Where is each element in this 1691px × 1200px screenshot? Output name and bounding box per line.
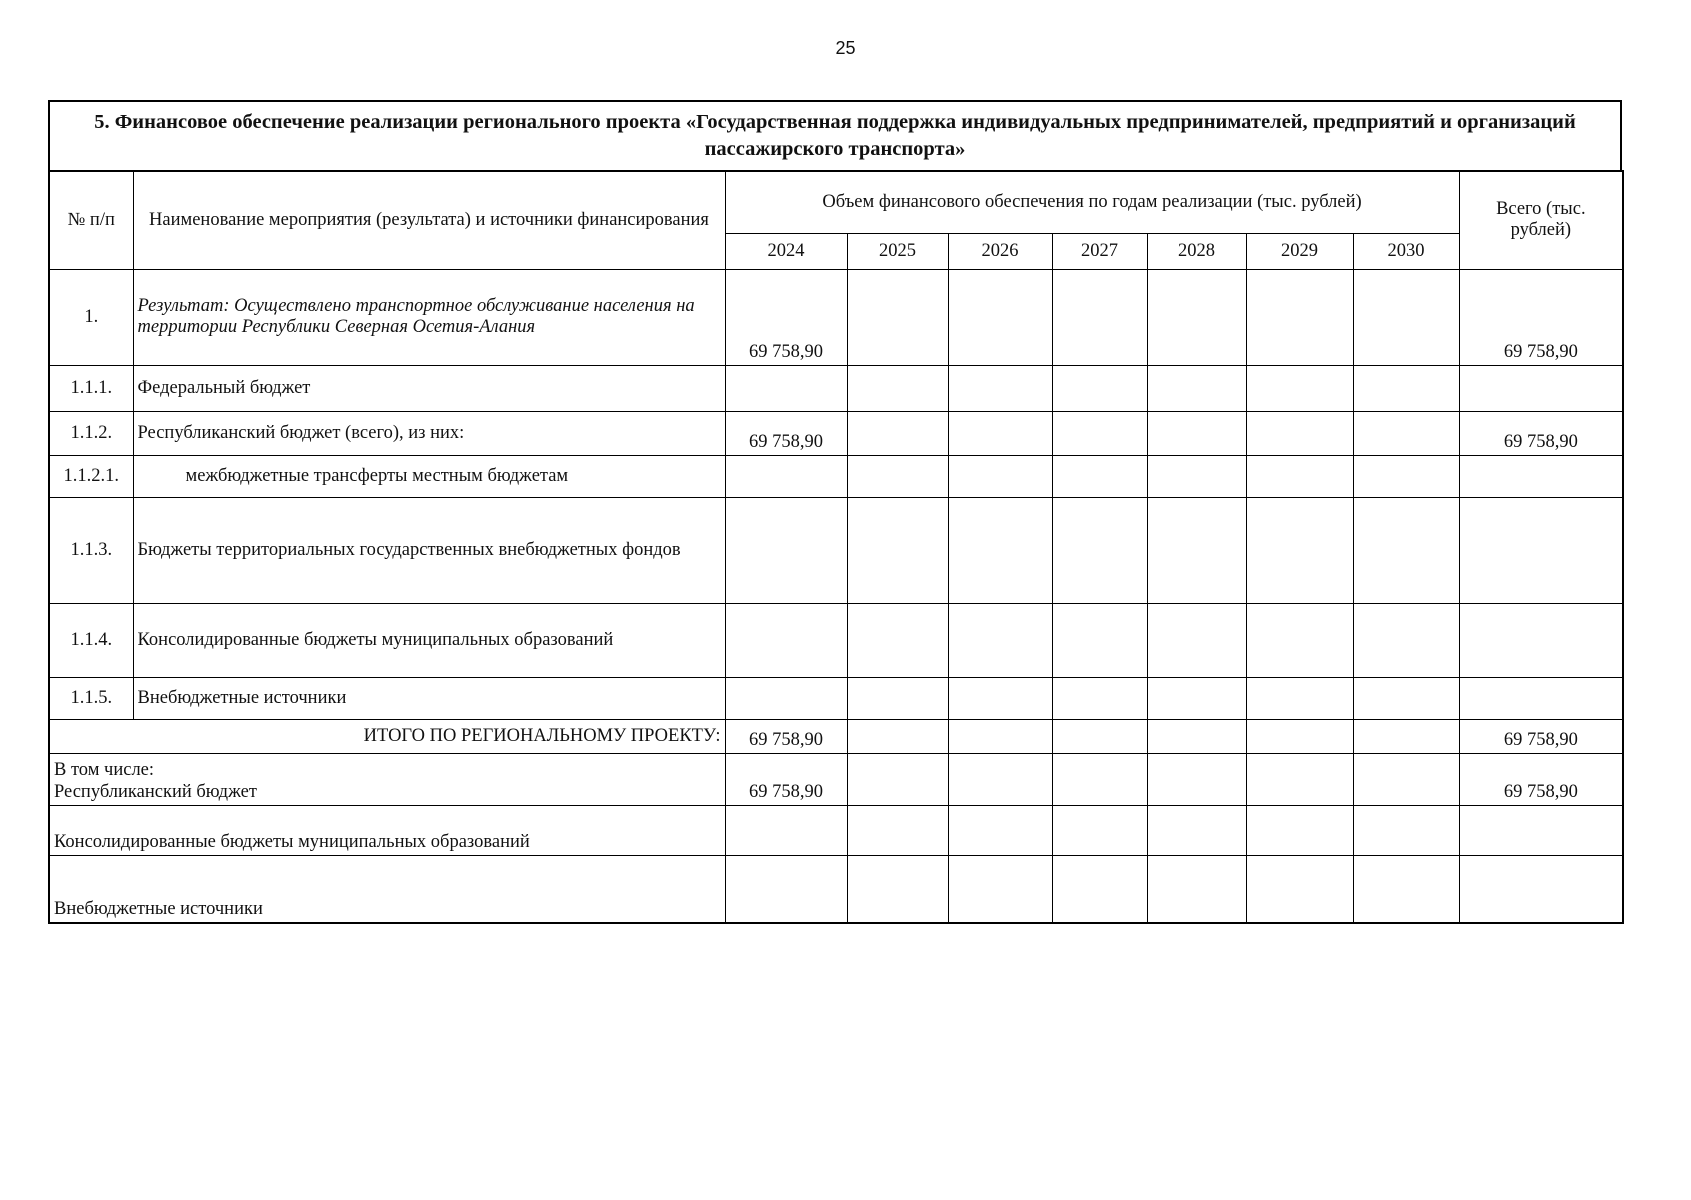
extrabudgetary-label: Внебюджетные источники	[49, 855, 725, 923]
republican-row	[49, 753, 1623, 805]
row-total: 69 758,90	[1459, 269, 1623, 365]
totals-value-2024: 69 758,90	[725, 719, 847, 753]
table-row	[49, 677, 1623, 719]
row-value-2024: 69 758,90	[725, 269, 847, 365]
row-name: Результат: Осуществлено транспортное обслуживание населения на территории Республики Северная Осетия-Алания	[133, 269, 725, 365]
year-2025: 2025	[847, 233, 948, 269]
financing-table	[48, 170, 1624, 924]
municipal-label: Консолидированные бюджеты муниципальных образований	[49, 805, 725, 855]
header-name: Наименование мероприятия (результата) и источники финансирования	[133, 171, 725, 269]
year-2027: 2027	[1052, 233, 1147, 269]
row-value-2024	[725, 497, 847, 603]
totals-row	[49, 719, 1623, 753]
row-value-2024	[725, 365, 847, 411]
row-name: Внебюджетные источники	[133, 677, 725, 719]
republican-value-2024: 69 758,90	[725, 753, 847, 805]
row-total: 69 758,90	[1459, 411, 1623, 455]
row-num: 1.	[49, 269, 133, 365]
row-name: межбюджетные трансферты местным бюджетам	[133, 455, 725, 497]
year-2024: 2024	[725, 233, 847, 269]
year-2030: 2030	[1353, 233, 1459, 269]
row-total	[1459, 365, 1623, 411]
table-row	[49, 365, 1623, 411]
including-label: В том числе:	[54, 759, 155, 780]
table-row	[49, 411, 1623, 455]
header-total: Всего (тыс. рублей)	[1459, 171, 1623, 269]
row-total	[1459, 497, 1623, 603]
row-total	[1459, 677, 1623, 719]
page-number: 25	[835, 38, 856, 58]
republican-label: Республиканский бюджет	[54, 781, 257, 802]
row-value-2024: 69 758,90	[725, 411, 847, 455]
year-2028: 2028	[1147, 233, 1246, 269]
section-title: 5. Финансовое обеспечение реализации регионального проекта «Государственная поддержка индивидуальных предпринимателей, предприятий и организаций пассажирского транспорта»	[48, 100, 1622, 170]
row-total	[1459, 603, 1623, 677]
row-value-2024	[725, 455, 847, 497]
row-num: 1.1.1.	[49, 365, 133, 411]
year-2029: 2029	[1246, 233, 1353, 269]
row-num: 1.1.2.	[49, 411, 133, 455]
row-num: 1.1.5.	[49, 677, 133, 719]
row-num: 1.1.4.	[49, 603, 133, 677]
row-name: Консолидированные бюджеты муниципальных образований	[133, 603, 725, 677]
totals-label: ИТОГО ПО РЕГИОНАЛЬНОМУ ПРОЕКТУ:	[49, 719, 725, 753]
row-num: 1.1.2.1.	[49, 455, 133, 497]
row-value-2024	[725, 603, 847, 677]
table-row	[49, 497, 1623, 603]
header-num: № п/п	[49, 171, 133, 269]
row-value-2024	[725, 677, 847, 719]
extrabudgetary-row	[49, 855, 1623, 923]
municipal-row	[49, 805, 1623, 855]
row-name: Бюджеты территориальных государственных внебюджетных фондов	[133, 497, 725, 603]
row-name: Федеральный бюджет	[133, 365, 725, 411]
table-row	[49, 269, 1623, 365]
table-row	[49, 455, 1623, 497]
row-name: Республиканский бюджет (всего), из них:	[133, 411, 725, 455]
totals-total: 69 758,90	[1459, 719, 1623, 753]
header-volume: Объем финансового обеспечения по годам реализации (тыс. рублей)	[725, 171, 1459, 233]
republican-total: 69 758,90	[1459, 753, 1623, 805]
year-2026: 2026	[948, 233, 1052, 269]
row-num: 1.1.3.	[49, 497, 133, 603]
row-total	[1459, 455, 1623, 497]
table-row	[49, 603, 1623, 677]
